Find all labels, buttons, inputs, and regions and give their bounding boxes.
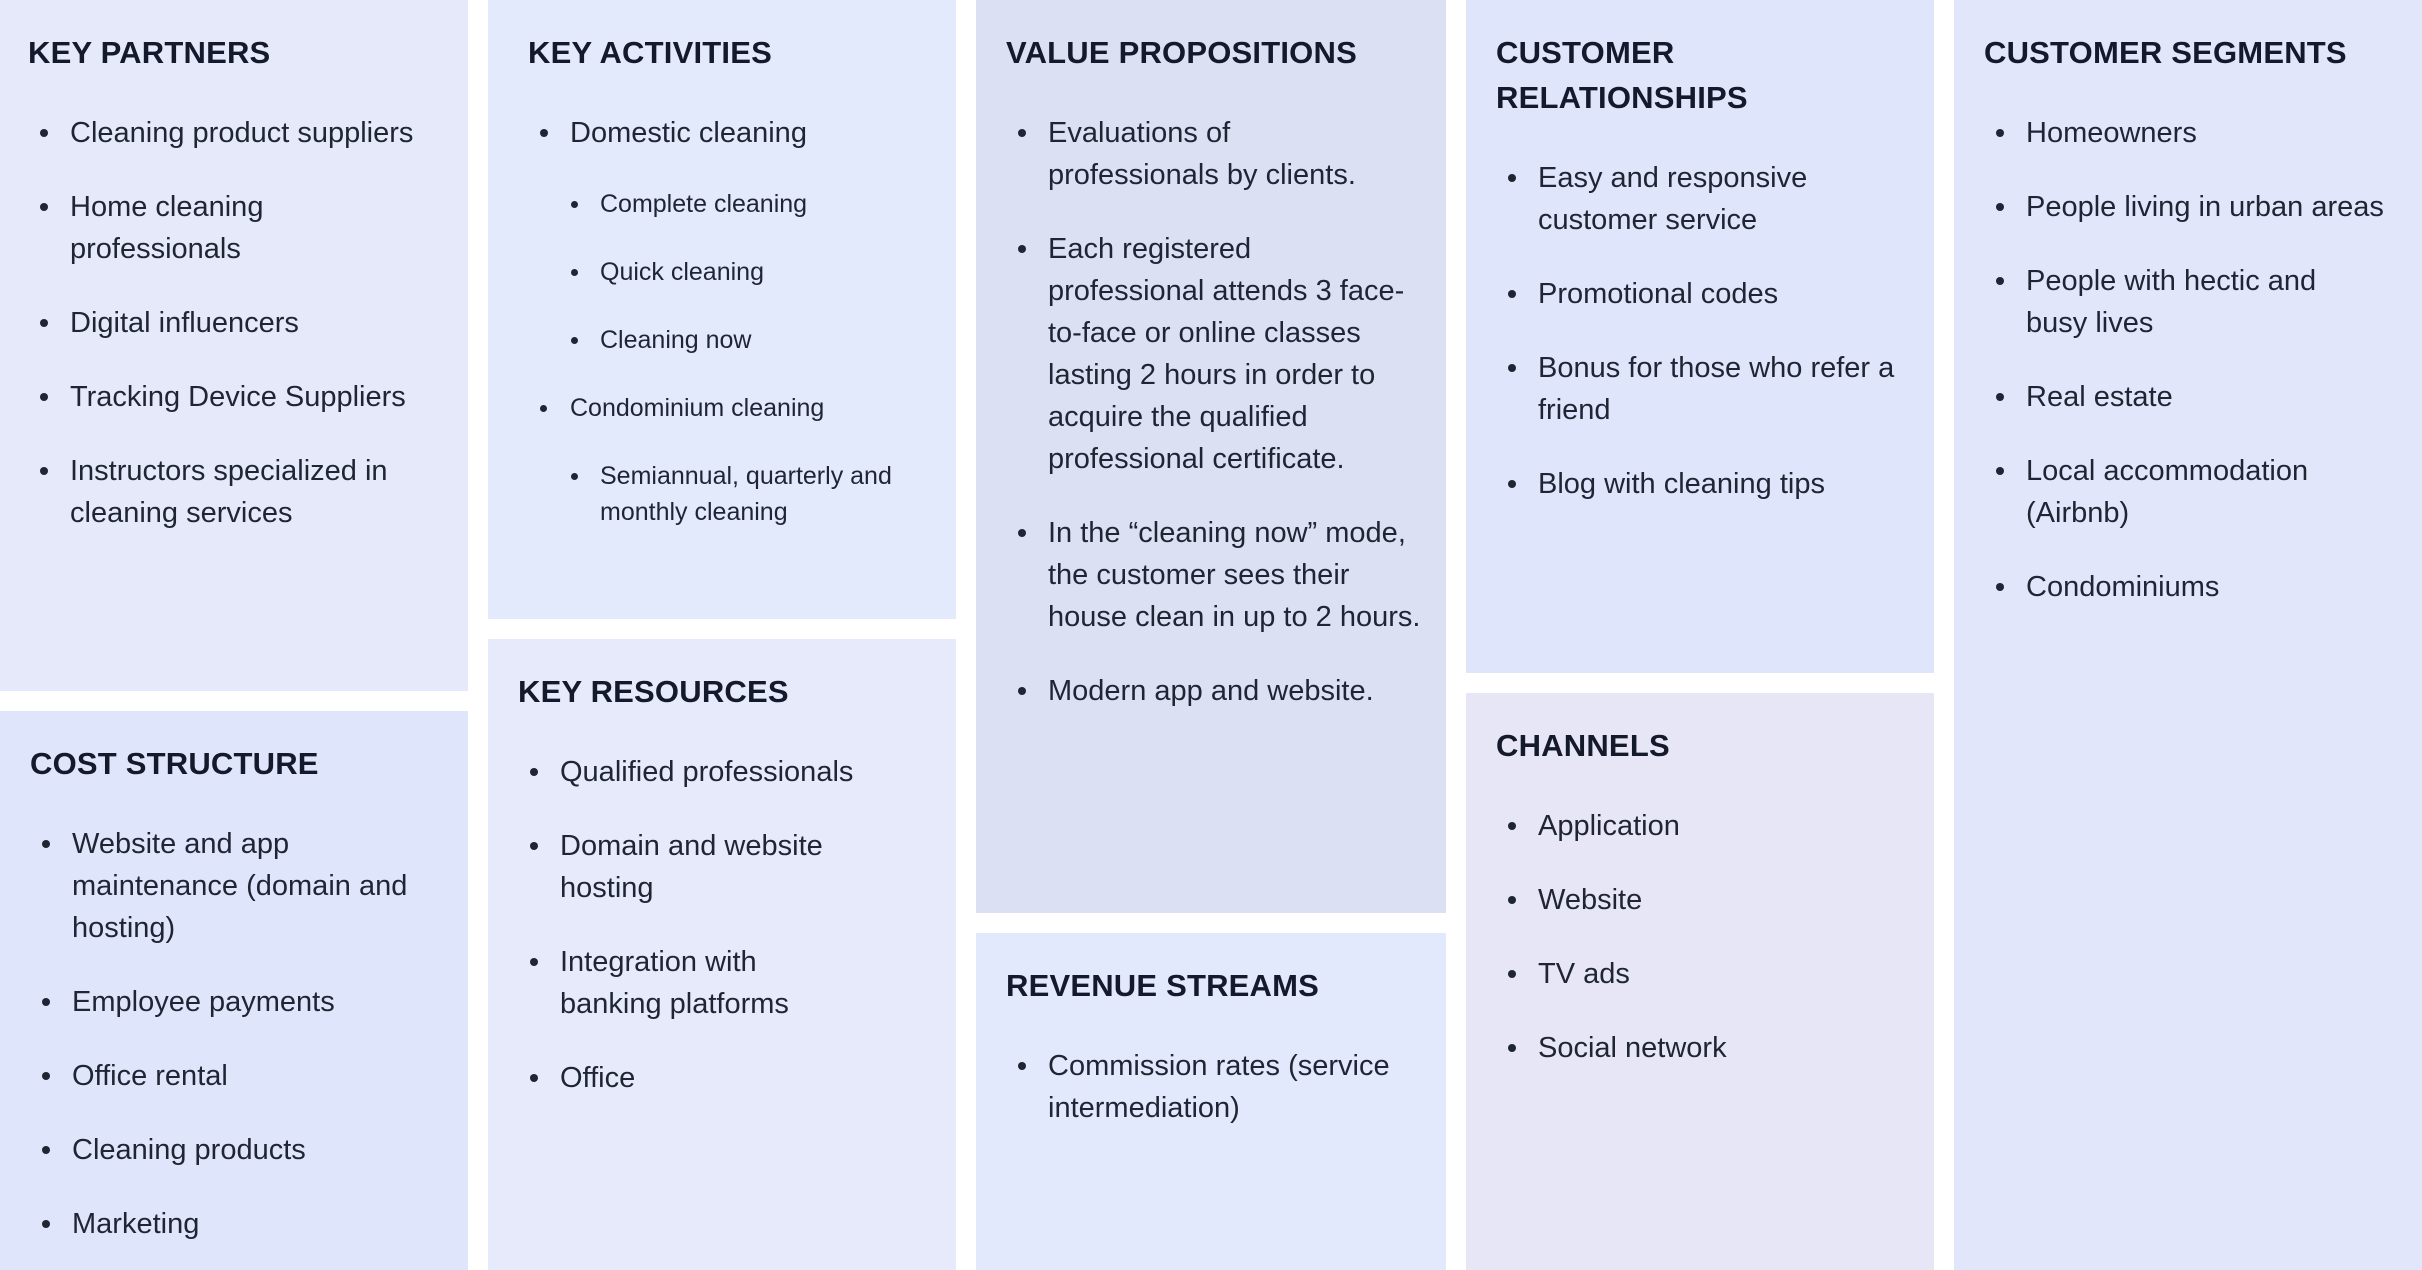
list-item: Homeowners <box>1984 112 2422 154</box>
revenue-streams-list <box>1006 1045 1446 1129</box>
list-item: Cleaning product suppliers <box>28 112 450 154</box>
key-activities-block <box>488 0 956 619</box>
key-partners-title: KEY PARTNERS <box>28 35 271 70</box>
value-propositions-block <box>976 0 1446 913</box>
key-activities-title: KEY ACTIVITIES <box>528 35 772 70</box>
customer-relationships-block <box>1466 0 1934 673</box>
list-item: Office rental <box>30 1055 462 1097</box>
list-item: Office <box>518 1057 950 1099</box>
value-propositions-title: VALUE PROPOSITIONS <box>1006 35 1357 70</box>
key-partners-block <box>0 0 468 691</box>
revenue-streams-title: REVENUE STREAMS <box>1006 968 1320 1003</box>
list-item: Instructors specialized in cleaning services <box>28 450 450 534</box>
list-item: Commission rates (service intermediation) <box>1006 1045 1438 1129</box>
list-item: Home cleaning professionals <box>28 186 330 270</box>
list-item: Modern app and website. <box>1006 670 1428 712</box>
key-partners-list <box>28 112 468 534</box>
list-item: Integration with banking platforms <box>518 941 840 1025</box>
list-item: Cleaning products <box>30 1129 462 1171</box>
list-item: People with hectic and busy lives <box>1984 260 2376 344</box>
list-item: Digital influencers <box>28 302 450 344</box>
customer-segments-title: CUSTOMER SEGMENTS <box>1984 35 2347 70</box>
sub-list-item: Semiannual, quarterly and monthly cleaning <box>528 458 930 530</box>
list-item: Local accommodation (Airbnb) <box>1984 450 2406 534</box>
channels-block <box>1466 693 1934 1270</box>
list-item: Marketing <box>30 1203 462 1245</box>
list-item: In the “cleaning now” mode, the customer sees their house clean in up to 2 hours. <box>1006 512 1428 638</box>
list-item: People living in urban areas <box>1984 186 2422 228</box>
key-resources-block <box>488 639 956 1270</box>
key-resources-title: KEY RESOURCES <box>518 674 789 709</box>
list-item: Bonus for those who refer a friend <box>1496 347 1918 431</box>
sub-list-item: Cleaning now <box>528 322 980 358</box>
cost-structure-block <box>0 711 468 1270</box>
list-item: TV ads <box>1496 953 1928 995</box>
list-item: Website and app maintenance (domain and hosting) <box>30 823 462 949</box>
channels-title: CHANNELS <box>1496 728 1670 763</box>
cost-structure-title: COST STRUCTURE <box>30 746 319 781</box>
list-item: Tracking Device Suppliers <box>28 376 450 418</box>
customer-relationships-title <box>1496 30 1934 120</box>
list-item: Condominiums <box>1984 566 2422 608</box>
sub-list-item: Condominium cleaning <box>528 390 950 426</box>
list-item: Domestic cleaning <box>528 112 950 154</box>
key-activities-list <box>528 112 956 530</box>
list-item: Domain and website hosting <box>518 825 860 909</box>
sub-list-item: Quick cleaning <box>528 254 980 290</box>
list-item: Employee payments <box>30 981 462 1023</box>
customer-relationships-list <box>1496 157 1934 505</box>
list-item: Social network <box>1496 1027 1928 1069</box>
list-item: Real estate <box>1984 376 2422 418</box>
list-item: Each registered professional attends 3 face-to-face or online classes lasting 2 hours in order to acquire the qualified professional certificate. <box>1006 228 1408 480</box>
value-propositions-list <box>1006 112 1446 712</box>
sub-list-item: Complete cleaning <box>528 186 980 222</box>
customer-segments-block <box>1954 0 2422 1270</box>
customer-relationships-title-line1: CUSTOMER <box>1496 35 1675 70</box>
list-item: Website <box>1496 879 1928 921</box>
key-resources-list <box>518 751 956 1099</box>
customer-relationships-title-line2: RELATIONSHIPS <box>1496 80 1748 115</box>
revenue-streams-block <box>976 933 1446 1270</box>
list-item: Evaluations of professionals by clients. <box>1006 112 1388 196</box>
list-item: Qualified professionals <box>518 751 950 793</box>
customer-segments-list <box>1984 112 2422 608</box>
cost-structure-list <box>30 823 468 1245</box>
list-item: Easy and responsive customer service <box>1496 157 1848 241</box>
channels-list <box>1496 805 1934 1069</box>
list-item: Promotional codes <box>1496 273 1918 315</box>
list-item: Blog with cleaning tips <box>1496 463 1918 505</box>
list-item: Application <box>1496 805 1928 847</box>
